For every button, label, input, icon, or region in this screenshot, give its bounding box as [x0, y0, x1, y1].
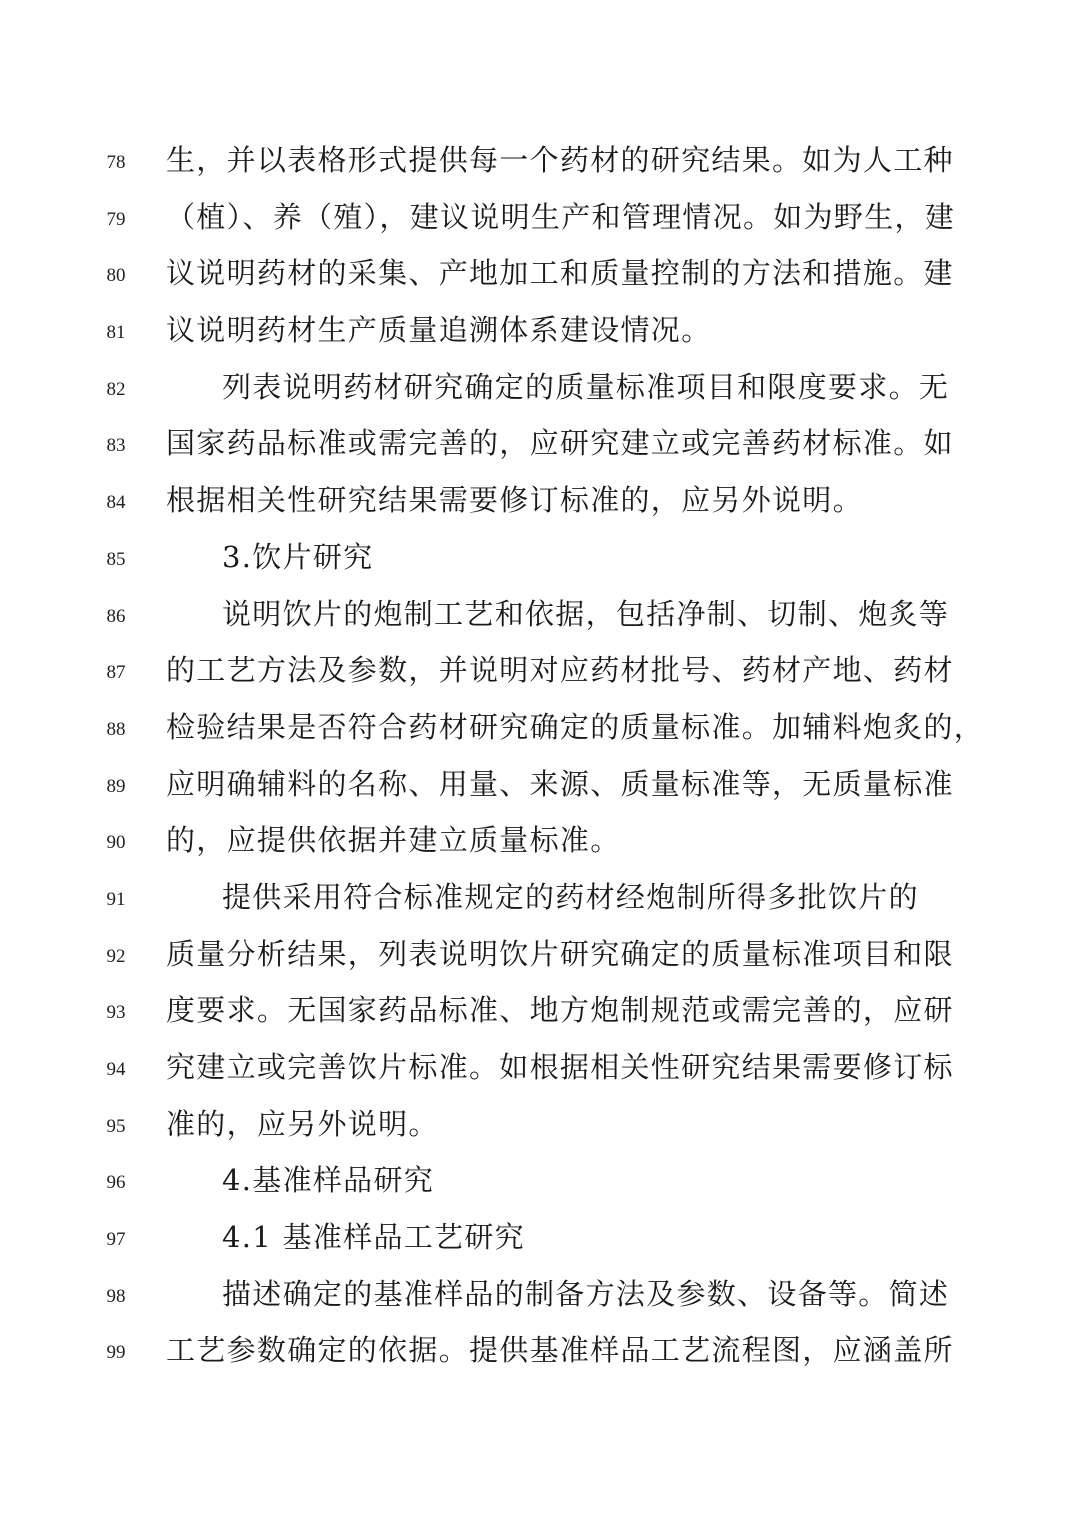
line-number: 78: [106, 152, 126, 173]
line-text: 工艺参数确定的依据。提供基准样品工艺流程图，应涵盖所: [166, 1333, 954, 1368]
document-line: [0, 699, 1080, 756]
line-number: 82: [106, 378, 126, 400]
document-line: [0, 869, 1080, 926]
line-number: 89: [106, 775, 126, 797]
document-line: [0, 982, 1080, 1039]
document-line: [0, 529, 1080, 586]
document-body: [0, 132, 1080, 1379]
line-text: 究建立或完善饮片标准。如根据相关性研究结果需要修订标: [166, 1050, 954, 1084]
document-line: [0, 642, 1080, 699]
line-text: 检验结果是否符合药材研究确定的质量标准。加辅料炮炙的，: [166, 709, 985, 744]
line-text: （植）、养（殖），建议说明生产和管理情况。如为野生，建: [166, 199, 956, 234]
line-number: 85: [106, 548, 126, 570]
line-number: 80: [106, 265, 126, 287]
document-line: [0, 302, 1080, 359]
document-line: [0, 245, 1080, 302]
line-text: 准的，应另外说明。: [166, 1106, 439, 1141]
document-line: [0, 926, 1080, 983]
line-number: 79: [106, 208, 126, 230]
line-number: 88: [106, 718, 126, 740]
line-text: 描述确定的基准样品的制备方法及参数、设备等。简述: [222, 1276, 950, 1311]
line-number: 87: [106, 662, 126, 684]
line-text: 议说明药材生产质量追溯体系建设情况。: [166, 313, 712, 348]
document-line: [0, 472, 1080, 529]
line-text: 度要求。无国家药品标准、地方炮制规范或需完善的，应研: [166, 993, 954, 1028]
line-text: 议说明药材的采集、产地加工和质量控制的方法和措施。建: [166, 256, 954, 291]
line-number: 84: [106, 492, 126, 514]
document-line: [0, 132, 1080, 189]
line-text: 应明确辅料的名称、用量、来源、质量标准等，无质量标准: [166, 766, 954, 801]
document-line: [0, 1039, 1080, 1096]
document-line: [0, 1096, 1080, 1153]
line-text: 质量分析结果，列表说明饮片研究确定的质量标准项目和限: [166, 936, 954, 971]
line-text: 生，并以表格形式提供每一个药材的研究结果。如为人工种: [166, 143, 954, 177]
line-text: 的，应提供依据并建立质量标准。: [166, 823, 621, 858]
line-text: 提供采用符合标准规定的药材经炮制所得多批饮片的: [222, 879, 919, 914]
line-number: 81: [106, 322, 126, 344]
line-text: 列表说明药材研究确定的质量标准项目和限度要求。无: [222, 369, 950, 404]
document-line: [0, 359, 1080, 416]
line-number: 93: [106, 1002, 126, 1024]
line-number: 94: [106, 1059, 126, 1080]
line-number: 97: [106, 1229, 126, 1251]
subsection-heading: 4.1 基准样品工艺研究: [222, 1220, 525, 1255]
document-line: [0, 1152, 1080, 1209]
line-number: 86: [106, 605, 126, 627]
line-number: 91: [106, 888, 126, 910]
document-line: [0, 586, 1080, 643]
document-line: [0, 1266, 1080, 1323]
line-number: 92: [106, 945, 126, 967]
document-line: [0, 189, 1080, 246]
line-number: 83: [106, 435, 126, 457]
line-number: 90: [106, 832, 126, 854]
line-number: 99: [106, 1342, 126, 1364]
section-heading: 3.饮片研究: [222, 539, 374, 574]
line-text: 根据相关性研究结果需要修订标准的，应另外说明。: [166, 483, 863, 518]
document-line: [0, 415, 1080, 472]
line-number: 96: [106, 1172, 126, 1194]
document-line: [0, 1209, 1080, 1266]
document-line: [0, 756, 1080, 813]
line-number: 98: [106, 1285, 126, 1307]
document-line: [0, 1322, 1080, 1379]
line-text: 国家药品标准或需完善的，应研究建立或完善药材标准。如: [166, 426, 954, 461]
line-text: 说明饮片的炮制工艺和依据，包括净制、切制、炮炙等: [222, 596, 950, 631]
section-heading: 4.基准样品研究: [222, 1163, 435, 1198]
line-text: 的工艺方法及参数，并说明对应药材批号、药材产地、药材: [166, 653, 954, 688]
document-line: [0, 812, 1080, 869]
line-number: 95: [106, 1115, 126, 1137]
